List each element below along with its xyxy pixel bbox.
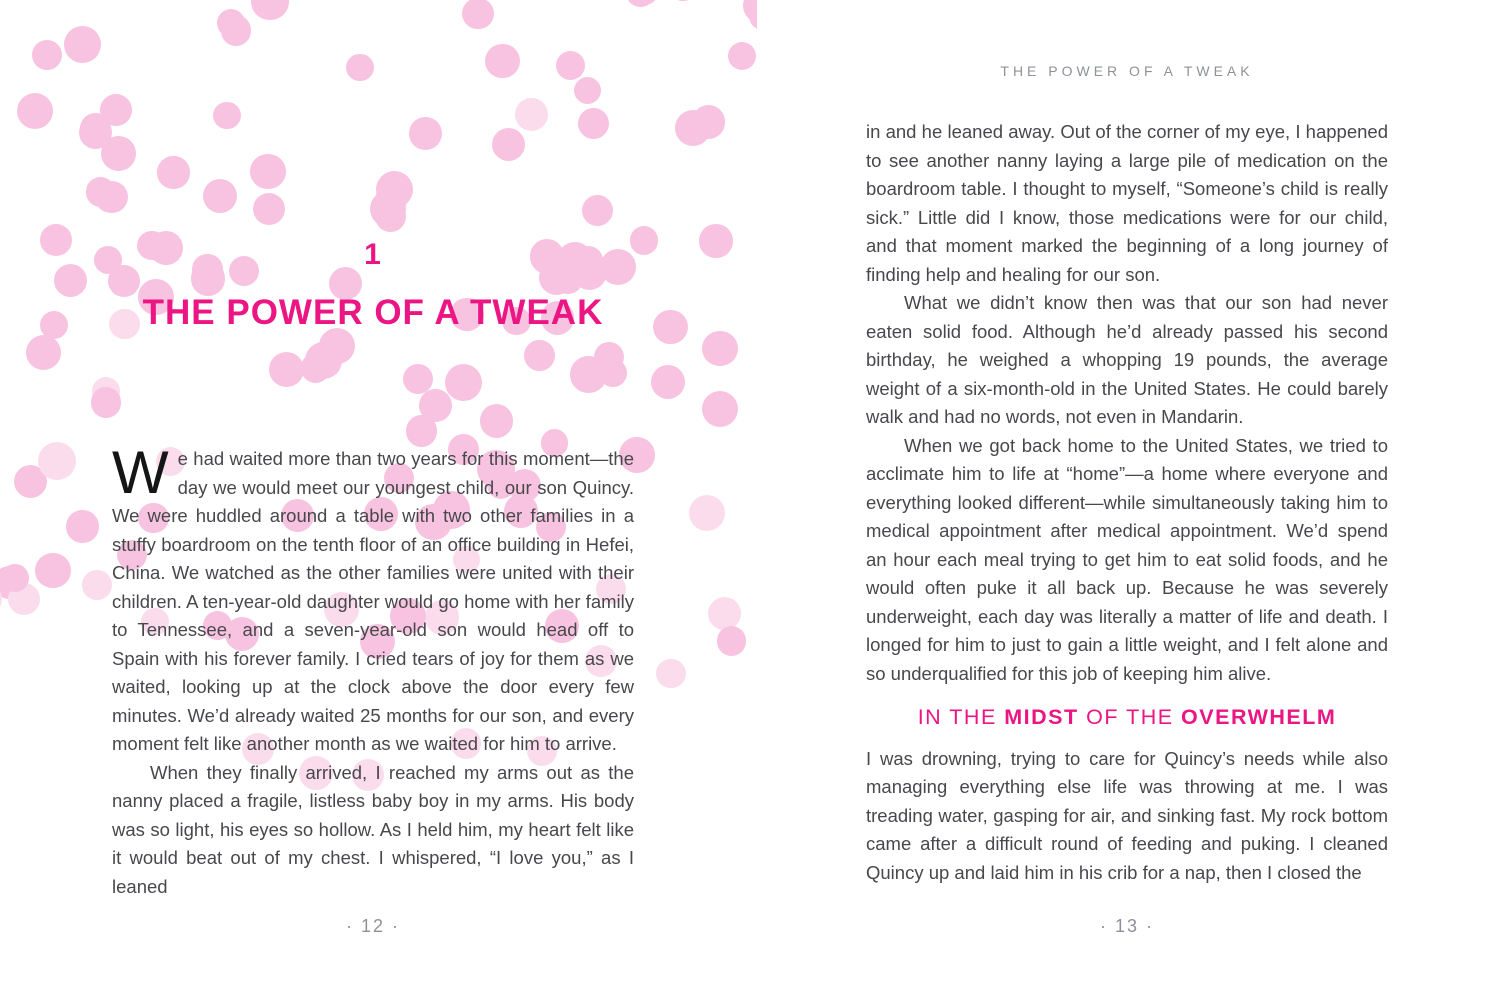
right-body-text — [866, 118, 1388, 887]
confetti-dot — [699, 224, 732, 257]
section-subheading — [866, 703, 1388, 732]
confetti-dot — [574, 77, 601, 104]
confetti-dot — [717, 626, 746, 655]
confetti-dot — [492, 128, 525, 161]
page-number-left: · 12 · — [345, 916, 400, 936]
confetti-dot — [702, 391, 738, 427]
confetti-dot — [346, 54, 373, 81]
body-paragraph: We had waited more than two years for this moment—the day we would meet our youngest child, our son Quincy. We were huddled around a table with two other families in a stuffy boardroom on the tenth floor of an office building in Hefei, China. We watched as the other families were united with their children. A ten-year-old daughter would go home with her family to Tennessee, and a seven-year-old son would head off to Spain with his forever family. I cried tears of joy for them as we waited, looking up at the clock above the door every few minutes. We’d already waited 25 months for our son, and every moment felt like another month as we waited for him to arrive. — [112, 439, 634, 754]
confetti-dot — [253, 193, 285, 225]
confetti-dot — [445, 364, 483, 402]
confetti-dot — [91, 387, 121, 417]
confetti-dot — [319, 328, 355, 364]
chapter-number: 1 — [364, 238, 382, 271]
confetti-dot — [54, 264, 87, 297]
chapter-title: THE POWER OF A TWEAK — [142, 293, 604, 332]
confetti-dot — [213, 102, 241, 130]
confetti-dot — [582, 195, 613, 226]
confetti-dot — [250, 154, 286, 190]
confetti-dot — [651, 365, 685, 399]
confetti-dot — [578, 108, 609, 139]
confetti-dot — [485, 44, 520, 79]
subheading-segment: IN THE — [917, 705, 1005, 729]
confetti-dot — [669, 0, 696, 1]
confetti-dot — [524, 340, 555, 371]
confetti-dot — [675, 110, 711, 146]
confetti-dot — [515, 98, 548, 131]
confetti-dot — [38, 442, 76, 480]
confetti-dot — [480, 404, 514, 438]
confetti-dot — [32, 40, 62, 70]
confetti-dot — [708, 597, 741, 630]
confetti-dot — [1, 564, 29, 592]
confetti-dot — [157, 156, 189, 188]
body-paragraph: When they finally arrived, I reached my arms out as the nanny placed a fragile, listless baby boy in my arms. His body was so light, his eyes so hollow. As I held him, my heart felt like it would beat out of my chest. I whispered, “I love you,” as I leaned — [112, 761, 634, 897]
confetti-dot — [728, 42, 756, 70]
confetti-dot — [203, 179, 237, 213]
chapter-heading — [113, 238, 633, 333]
body-paragraph: When we got back home to the United States, we tried to acclimate him to life at “home”—a home where everyone and everything looked different—while simultaneously taking him to medical appointment after medical appointment. We’d spend an hour each meal trying to get him to eat solid foods, and he would often puke it all back up. Because he was severely underweight, each day was literally a matter of life and death. I longed for him to just to gain a little weight, and I felt alone and so underqualified for this job of keeping him alive. — [866, 434, 1388, 684]
left-body-text — [112, 439, 634, 901]
confetti-dot — [462, 0, 494, 29]
confetti-dot — [17, 93, 53, 129]
confetti-dot — [35, 553, 70, 588]
subheading-segment: OF THE — [1078, 705, 1182, 729]
drop-cap: W — [112, 439, 169, 506]
confetti-dot — [656, 659, 685, 688]
confetti-dot — [221, 15, 251, 45]
confetti-dot — [95, 181, 127, 213]
confetti-dot — [556, 51, 586, 81]
confetti-dot — [702, 331, 738, 367]
page-number-right: · 13 · — [1099, 916, 1154, 936]
confetti-dot — [653, 310, 688, 345]
confetti-dot — [630, 226, 659, 255]
confetti-dot — [64, 26, 101, 63]
confetti-dot — [269, 352, 304, 387]
running-header: THE POWER OF A TWEAK — [1000, 63, 1254, 79]
confetti-dot — [40, 311, 68, 339]
confetti-dot — [40, 224, 72, 256]
confetti-dot — [419, 389, 452, 422]
confetti-dot — [82, 570, 112, 600]
confetti-dot — [251, 0, 288, 20]
subheading-segment: OVERWHELM — [1181, 705, 1337, 729]
confetti-dot — [26, 335, 61, 370]
confetti-dot — [66, 510, 99, 543]
confetti-dot — [743, 0, 757, 23]
body-paragraph: in and he leaned away. Out of the corner of my eye, I happened to see another nanny laying a large pile of medication on the boardroom table. I thought to myself, “Someone’s child is really sick.” Little did I know, those medications were for our child, and that moment marked the beginning of a long journey of finding help and healing for our son. — [866, 121, 1388, 285]
body-paragraph: I was drowning, trying to care for Quincy’s needs while also managing everything else life was throwing at me. I was treading water, gasping for air, and sinking fast. My rock bottom came after a difficult round of feeding and puking. I cleaned Quincy up and laid him in his crib for a nap, then I closed the — [866, 747, 1388, 883]
confetti-dot — [375, 201, 406, 232]
confetti-dot — [570, 356, 607, 393]
confetti-dot — [101, 136, 136, 171]
confetti-dot — [409, 117, 442, 150]
body-paragraph: What we didn’t know then was that our son had never eaten solid food. Although he’d already passed his second birthday, he weighed a whopping 19 pounds, the average weight of a six-month-old in the United States. He could barely walk and had no words, not even in Mandarin. — [866, 292, 1388, 427]
confetti-dot — [689, 495, 725, 531]
subheading-segment: MIDST — [1004, 705, 1079, 729]
